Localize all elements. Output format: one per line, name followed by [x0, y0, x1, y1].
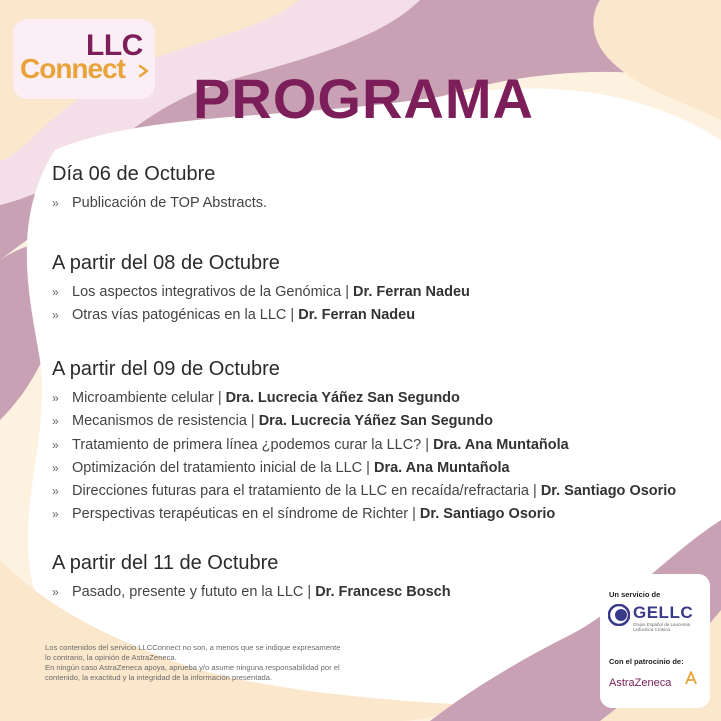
bullet-icon: » — [52, 585, 59, 599]
logo-connect-text: Connect — [20, 53, 125, 84]
disclaimer-line: contenido, la exactitud y la integridad de la información presentada. — [45, 673, 273, 682]
agenda-topic: Mecanismos de resistencia | — [72, 413, 259, 430]
agenda-topic: Los aspectos integrativos de la Genómica | — [72, 284, 354, 300]
agenda-speaker: Dra. Ana Muntañola — [373, 459, 510, 476]
gellc-subtitle: Grupo Español de Leucemia Linfocítica Crónica — [633, 622, 691, 632]
gellc-logo-icon — [608, 604, 630, 626]
agenda-item — [52, 304, 470, 327]
agenda-topic: Microambiente celular | — [72, 390, 226, 406]
agenda-speaker: Dr. Santiago Osorio — [419, 506, 556, 523]
schedule-from-09 — [52, 357, 676, 527]
agenda-topic: Optimización del tratamiento inicial de la LLC | — [72, 459, 374, 476]
agenda-item — [52, 457, 676, 480]
agenda-speaker: Dra. Lucrecia Yáñez San Segundo — [225, 390, 460, 406]
disclaimer — [45, 643, 425, 683]
agenda-topic: Publicación de TOP Abstracts. — [72, 195, 268, 211]
bullet-icon: » — [52, 437, 59, 452]
section-heading: A partir del 08 de Octubre — [52, 252, 280, 274]
agenda-speaker: Dr. Ferran Nadeu — [298, 307, 416, 324]
bullet-icon: » — [52, 196, 59, 210]
agenda-item — [52, 192, 267, 215]
agenda-speaker: Dra. Ana Muntañola — [433, 436, 569, 453]
agenda-speaker: Dr. Santiago Osorio — [540, 483, 677, 500]
sponsor-label: Con el patrocinio de: — [609, 657, 684, 666]
schedule-day-06 — [52, 162, 267, 215]
disclaimer-line: Los contenidos del servicio LLCConnect no son, a menos que se indique expresamente — [45, 643, 341, 652]
agenda-speaker: Dr. Francesc Bosch — [315, 584, 451, 600]
section-heading: A partir del 09 de Octubre — [52, 358, 280, 380]
schedule-from-11 — [52, 551, 451, 604]
schedule-from-08 — [52, 251, 470, 328]
agenda-topic: Otras vías patogénicas en la LLC | — [72, 307, 299, 324]
bullet-icon: » — [52, 460, 59, 475]
gellc-name: GELLC — [633, 603, 694, 622]
bullet-icon: » — [52, 308, 59, 323]
section-heading: A partir del 11 de Octubre — [52, 552, 279, 574]
agenda-item — [52, 410, 676, 433]
agenda-item — [52, 480, 676, 503]
bullet-icon: » — [52, 285, 59, 299]
bullet-icon: » — [52, 507, 59, 522]
astrazeneca-name: AstraZeneca — [609, 677, 672, 689]
agenda-topic: Perspectivas terapéuticas en el síndrome de Richter | — [72, 506, 420, 523]
page-title: PROGRAMA — [193, 67, 534, 130]
agenda-speaker: Dra. Lucrecia Yáñez San Segundo — [258, 413, 493, 430]
bullet-icon: » — [52, 414, 59, 429]
agenda-item — [52, 387, 676, 410]
astrazeneca-logo-icon — [684, 670, 698, 686]
agenda-topic: Direcciones futuras para el tratamiento de la LLC en recaída/refractaria | — [72, 483, 541, 500]
disclaimer-line: lo contrario, la opinión de AstraZeneca. — [45, 653, 177, 662]
agenda-item — [52, 434, 676, 457]
sponsor-card — [600, 574, 710, 708]
bullet-icon: » — [52, 484, 59, 499]
agenda-topic: Tratamiento de primera línea ¿podemos curar la LLC? | — [72, 436, 434, 453]
bullet-icon: » — [52, 391, 59, 405]
service-label: Un servicio de — [609, 590, 661, 599]
agenda-item — [52, 581, 451, 604]
section-heading: Día 06 de Octubre — [52, 163, 216, 185]
agenda-topic: Pasado, presente y fututo en la LLC | — [72, 584, 316, 600]
agenda-speaker: Dr. Ferran Nadeu — [353, 284, 470, 300]
agenda-item — [52, 503, 676, 526]
agenda-item — [52, 281, 470, 304]
logo-llc-text: LLC — [86, 29, 143, 62]
disclaimer-line: En ningún caso AstraZeneca apoya, aprueba y/o asume ninguna responsabilidad por el — [45, 663, 340, 672]
